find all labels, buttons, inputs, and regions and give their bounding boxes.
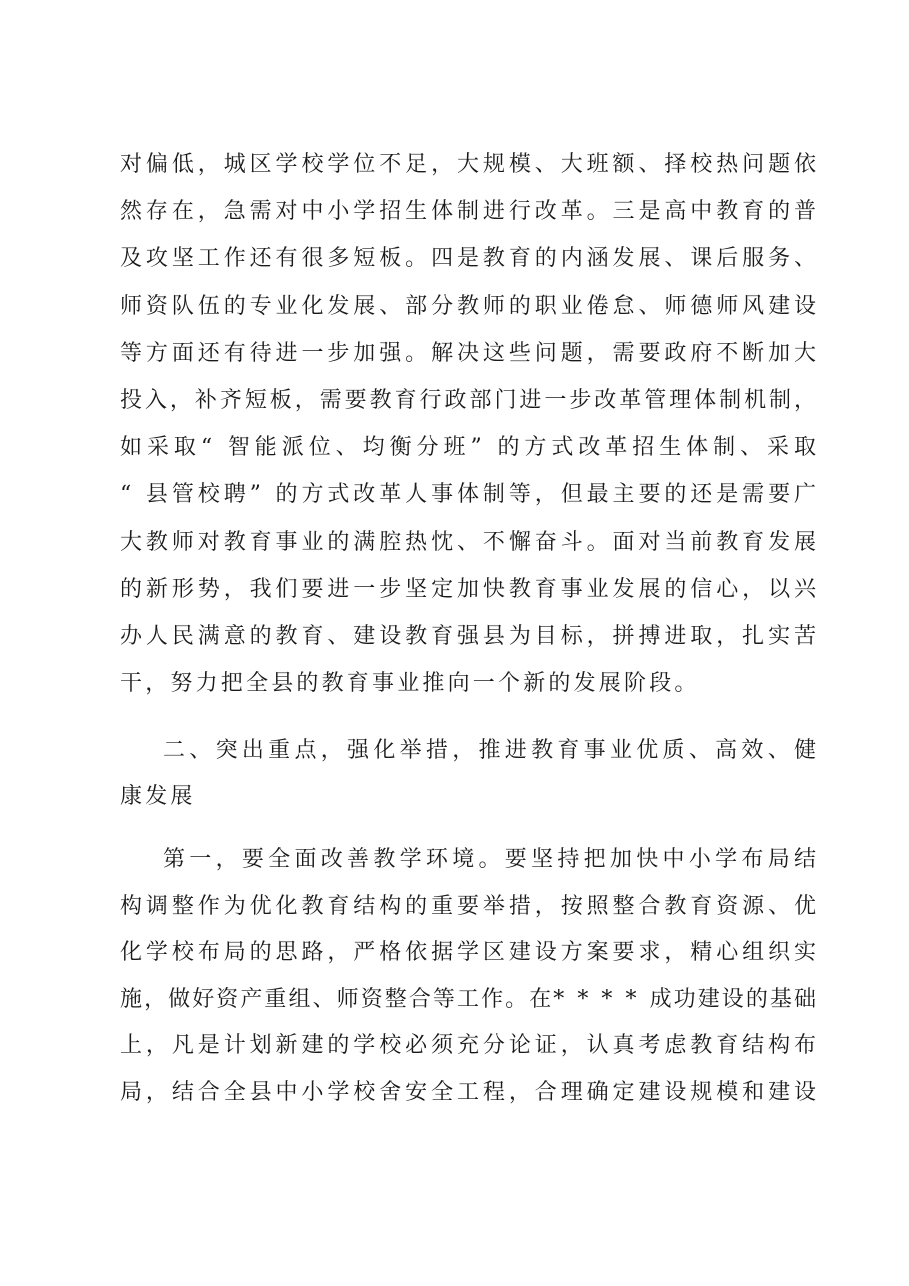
paragraph-line: 然 存 在 ， 急 需 对 中 小 学 招 生 体 制 进 行 改 革 。 三 是 高 中 教 育 的 普 xyxy=(120,199,817,225)
paragraph-line: 第 一 ， 要 全 面 改 善 教 学 环 境 。 要 坚 持 把 加 快 中 小 学 布 局 结 xyxy=(163,847,817,872)
paragraph-line: 大 教 师 对 教 育 事 业 的 满 腔 热 忱 、 不 懈 奋 斗 。 面 对 当 前 教 育 发 展 xyxy=(120,529,817,555)
paragraph-line: 师 资 队 伍 的 专 业 化 发 展 、 部 分 教 师 的 职 业 倦 怠 、 师 德 师 风 建 设 xyxy=(120,293,817,319)
paragraph-line: 等 方 面 还 有 待 进 一 步 加 强 。 解 决 这 些 问 题 ， 需 要 政 府 不 断 加 大 xyxy=(120,340,817,366)
heading-line: 二 、 突 出 重 点 ， 强 化 举 措 ， 推 进 教 育 事 业 优 质 、 高 效 、 健 xyxy=(163,738,817,763)
paragraph-line: 施 ， 做 好 资 产 重 组 、 师 资 整 合 等 工 作 。 在 * * * * 成 功 建 设 的 基 础 xyxy=(120,986,817,1012)
paragraph-line: “ 县 管 校 聘 ” 的 方 式 改 革 人 事 体 制 等 ， 但 最 主 要 的 还 是 需 要 广 xyxy=(120,482,817,508)
paragraph-line: 干 ， 努 力 把 全 县 的 教 育 事 业 推 向 一 个 新 的 发 展 阶 段 。 xyxy=(120,671,697,697)
paragraph-line: 上 ， 凡 是 计 划 新 建 的 学 校 必 须 充 分 论 证 ， 认 真 考 虑 教 育 结 构 布 xyxy=(120,1033,817,1059)
paragraph-line: 构 调 整 作 为 优 化 教 育 结 构 的 重 要 举 措 ， 按 照 整 合 教 育 资 源 、 优 xyxy=(120,893,817,919)
paragraph-line: 如 采 取 “ 智 能 派 位 、 均 衡 分 班 ” 的 方 式 改 革 招 生 体 制 、 采 取 xyxy=(120,435,817,461)
paragraph-line: 及 攻 坚 工 作 还 有 很 多 短 板 。 四 是 教 育 的 内 涵 发 展 、 课 后 服 务 、 xyxy=(120,246,817,272)
paragraph-line: 的 新 形 势 ， 我 们 要 进 一 步 坚 定 加 快 教 育 事 业 发 展 的 信 心 ， 以 兴 xyxy=(120,576,817,602)
paragraph-line: 办 人 民 满 意 的 教 育 、 建 设 教 育 强 县 为 目 标 ， 拼 搏 进 取 ， 扎 实 苦 xyxy=(120,624,817,649)
paragraph-line: 投 入 ， 补 齐 短 板 ， 需 要 教 育 行 政 部 门 进 一 步 改 革 管 理 体 制 机 制 ， xyxy=(120,388,817,413)
paragraph-line: 对 偏 低 ， 城 区 学 校 学 位 不 足 ， 大 规 模 、 大 班 额 、 择 校 热 问 题 依 xyxy=(120,152,817,177)
paragraph-line: 化 学 校 布 局 的 思 路 ， 严 格 依 据 学 区 建 设 方 案 要 求 ， 精 心 组 织 实 xyxy=(120,940,817,966)
heading-line: 康 发 展 xyxy=(120,784,193,809)
paragraph-line: 局 ， 结 合 全 县 中 小 学 校 舍 安 全 工 程 ， 合 理 确 定 建 设 规 模 和 建 设 xyxy=(120,1080,817,1105)
